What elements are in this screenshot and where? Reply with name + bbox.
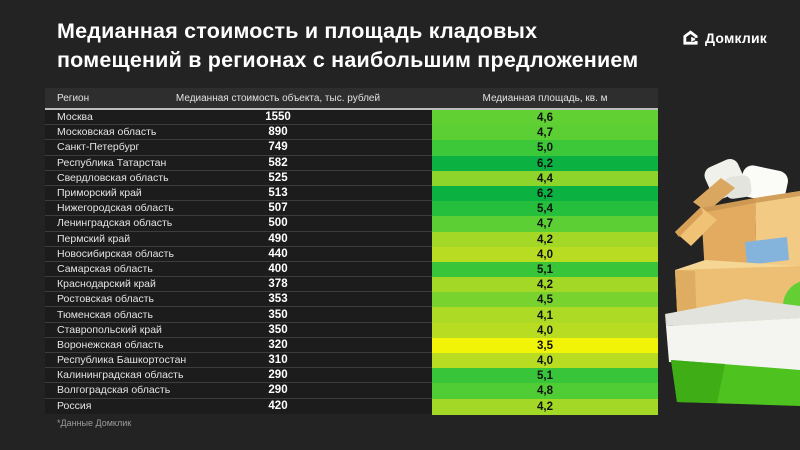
row-dark-cells: [45, 338, 432, 353]
table-row: [45, 140, 658, 155]
row-dark-cells: [45, 383, 432, 398]
region-name: Новосибирская область: [57, 247, 174, 260]
title-line-1: Медианная стоимость и площадь кладовых: [57, 19, 538, 43]
median-area-cell: 4,5: [432, 292, 658, 308]
region-name: Санкт-Петербург: [57, 141, 140, 154]
median-area-cell: 4,6: [432, 110, 658, 126]
median-cost-value: 507: [268, 202, 288, 215]
median-area-cell: 5,1: [432, 262, 658, 278]
median-cost-value: 1550: [265, 111, 291, 124]
table-row: [45, 338, 658, 353]
table-row: [45, 125, 658, 140]
row-dark-cells: [45, 292, 432, 307]
table-row: [45, 232, 658, 247]
median-cost-value: 420: [268, 400, 288, 413]
table-row: [45, 171, 658, 186]
row-dark-cells: [45, 247, 432, 262]
row-dark-cells: [45, 110, 432, 125]
table-row: [45, 307, 658, 322]
median-area-cell: 4,7: [432, 125, 658, 141]
table-row: [45, 277, 658, 292]
median-cost-value: 500: [268, 217, 288, 230]
median-area-cell: 5,1: [432, 368, 658, 384]
region-name: Ставропольский край: [57, 323, 162, 336]
regions-table: [45, 88, 658, 414]
median-area-cell: 4,0: [432, 247, 658, 263]
table-row: [45, 262, 658, 277]
median-cost-value: 400: [268, 262, 288, 275]
region-name: Краснодарский край: [57, 278, 156, 291]
col-header-cost: Медианная стоимость объекта, тыс. рублей: [175, 93, 381, 104]
row-dark-cells: [45, 307, 432, 322]
table-row: [45, 201, 658, 216]
median-area-cell: 3,5: [432, 338, 658, 354]
domclick-house-icon: [682, 29, 699, 46]
median-area-cell: 4,4: [432, 171, 658, 187]
median-cost-value: 310: [268, 354, 288, 367]
region-name: Воронежская область: [57, 338, 164, 351]
median-cost-value: 290: [268, 384, 288, 397]
storage-boxes-illustration: [655, 110, 800, 450]
median-area-cell: 4,0: [432, 323, 658, 339]
region-name: Ленинградская область: [57, 217, 173, 230]
median-area-cell: 4,2: [432, 232, 658, 248]
median-cost-value: 582: [268, 156, 288, 169]
table-row: [45, 399, 658, 414]
region-name: Пермский край: [57, 232, 131, 245]
median-area-cell: 4,7: [432, 216, 658, 232]
table-row: [45, 247, 658, 262]
table-row: [45, 353, 658, 368]
table-body: [45, 110, 658, 414]
median-cost-value: 353: [268, 293, 288, 306]
table-header-row: [45, 88, 658, 110]
row-dark-cells: [45, 125, 432, 140]
row-dark-cells: [45, 262, 432, 277]
row-dark-cells: [45, 171, 432, 186]
region-name: Свердловская область: [57, 171, 169, 184]
row-dark-cells: [45, 368, 432, 383]
median-cost-value: 525: [268, 171, 288, 184]
row-dark-cells: [45, 232, 432, 247]
domclick-logo-text: Домклик: [705, 29, 767, 46]
region-name: Республика Татарстан: [57, 156, 167, 169]
region-name: Россия: [57, 400, 92, 413]
col-header-region: Регион: [57, 93, 90, 104]
row-dark-cells: [45, 277, 432, 292]
table-row: [45, 383, 658, 398]
median-cost-value: 440: [268, 247, 288, 260]
row-dark-cells: [45, 186, 432, 201]
row-dark-cells: [45, 156, 432, 171]
median-area-cell: 4,1: [432, 307, 658, 323]
row-dark-cells: [45, 201, 432, 216]
median-cost-value: 749: [268, 141, 288, 154]
region-name: Волгоградская область: [57, 384, 171, 397]
region-name: Республика Башкортостан: [57, 354, 187, 367]
region-name: Ростовская область: [57, 293, 155, 306]
median-area-cell: 4,8: [432, 383, 658, 399]
median-cost-value: 350: [268, 323, 288, 336]
median-cost-value: 350: [268, 308, 288, 321]
median-cost-value: 320: [268, 338, 288, 351]
domclick-logo: [682, 29, 767, 46]
row-dark-cells: [45, 140, 432, 155]
median-area-cell: 4,0: [432, 353, 658, 369]
table-row: [45, 110, 658, 125]
source-footnote: *Данные Домклик: [57, 418, 132, 428]
region-name: Калининградская область: [57, 369, 184, 382]
region-name: Тюменская область: [57, 308, 153, 321]
region-name: Нижегородская область: [57, 202, 174, 215]
median-cost-value: 290: [268, 369, 288, 382]
row-dark-cells: [45, 216, 432, 231]
row-dark-cells: [45, 323, 432, 338]
table-row: [45, 156, 658, 171]
col-header-area: Медианная площадь, кв. м: [482, 93, 608, 104]
median-cost-value: 378: [268, 278, 288, 291]
region-name: Приморский край: [57, 187, 142, 200]
title-line-2: помещений в регионах с наибольшим предложением: [57, 48, 639, 72]
region-name: Московская область: [57, 126, 157, 139]
table-row: [45, 323, 658, 338]
median-area-cell: 4,2: [432, 399, 658, 415]
median-area-cell: 5,0: [432, 140, 658, 156]
median-cost-value: 513: [268, 187, 288, 200]
median-area-cell: 4,2: [432, 277, 658, 293]
row-dark-cells: [45, 353, 432, 368]
region-name: Москва: [57, 111, 93, 124]
median-area-cell: 5,4: [432, 201, 658, 217]
median-cost-value: 890: [268, 126, 288, 139]
page-title: [57, 17, 677, 75]
table-row: [45, 368, 658, 383]
row-dark-cells: [45, 399, 432, 414]
table-row: [45, 216, 658, 231]
median-area-cell: 6,2: [432, 186, 658, 202]
median-area-cell: 6,2: [432, 156, 658, 172]
region-name: Самарская область: [57, 262, 153, 275]
median-cost-value: 490: [268, 232, 288, 245]
table-row: [45, 186, 658, 201]
table-row: [45, 292, 658, 307]
